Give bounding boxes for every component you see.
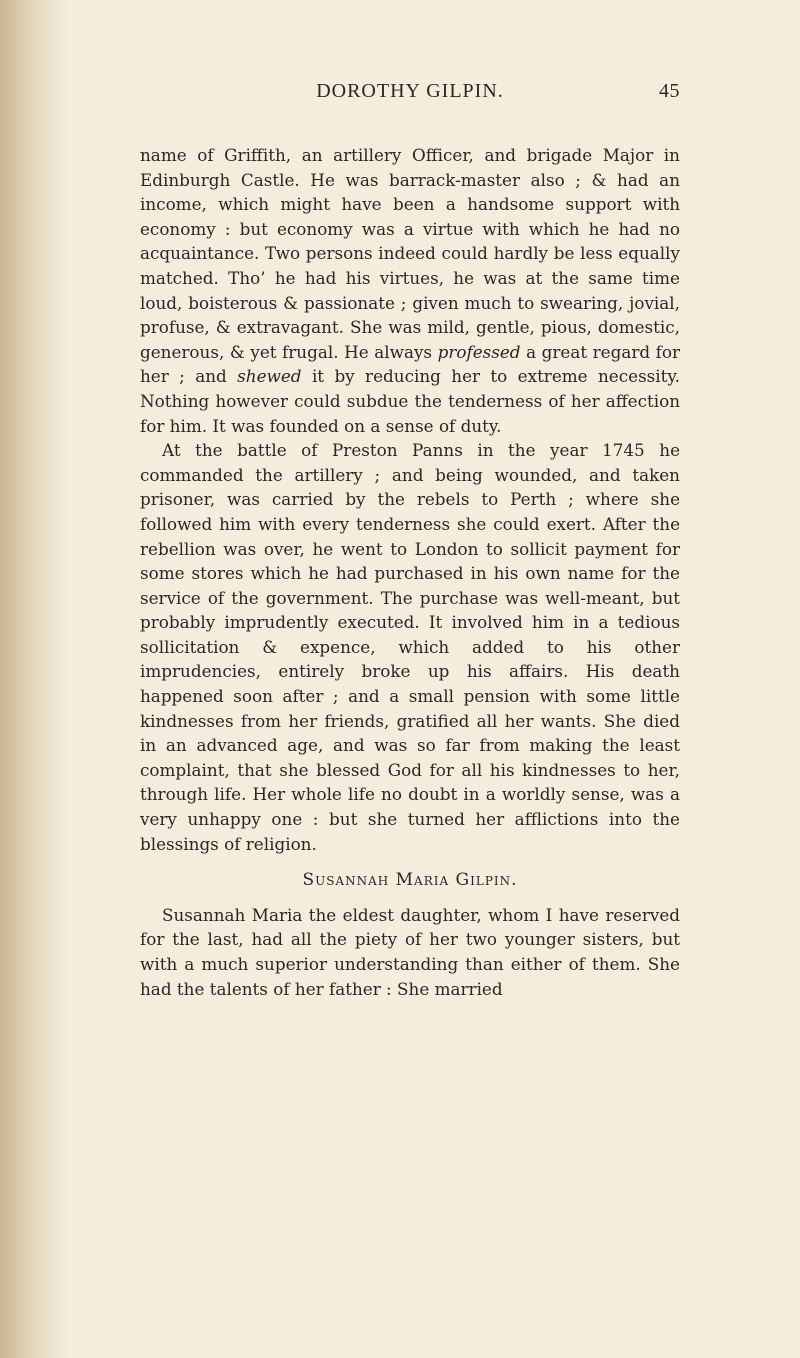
section-heading: Susannah Maria Gilpin.: [302, 870, 518, 891]
italic-word-shewed: shewed: [237, 366, 302, 387]
italic-word-professed: professed: [437, 341, 521, 362]
body-text: [140, 143, 680, 1001]
paragraph-text: it by reducing her to extreme necessity. Nothing however could subdue the tenderness of her affection for him. It was founded on a sense of duty.: [140, 366, 680, 436]
running-title: DOROTHY GILPIN.: [316, 80, 504, 102]
page-number: 45: [659, 80, 680, 102]
paragraph-susannah: Susannah Maria the eldest daughter, whom I have reserved for the last, had all the piety of her two younger sisters, but with a much superior understanding than either of them. She had the talents of her father : She married: [140, 904, 680, 999]
paragraph-text: a great regard for her ; and: [140, 341, 680, 387]
paragraph-text: name of Griffith, an artillery Officer, and brigade Major in Edinburgh Castle. He was barrack-master also ; & had an income, which might have been a handsome support with economy : but economy was a virtue with which he had no acquaintance. Two persons indeed could hardly be less equally matched. Tho’ he had his virtues, he was at the same time loud, boisterous & passionate ; given much to swearing, jovial, profuse, & extravagant. She was mild, gentle, pious, domestic, generous, & yet frugal. He always: [140, 145, 680, 362]
paragraph-griffith: [140, 143, 680, 438]
running-head: [140, 80, 680, 104]
paragraph-preston-panns: At the battle of Preston Panns in the year 1745 he commanded the artillery ; and being wounded, and taken prisoner, was carried by the rebels to Perth ; where she followed him with every tenderness she could exert. After the rebellion was over, he went to London to sollicit payment for some stores which he had purchased in his own name for the service of the government. The purchase was well-meant, but probably imprudently executed. It involved him in a tedious sollicitation & expence, which added to his other imprudencies, entirely broke up his affairs. His death happened soon after ; and a small pension with some little kindnesses from her friends, gratified all her wants. She died in an advanced age, and was so far from making the least complaint, that she blessed God for all his kindnesses to her, through life. Her whole life no doubt in a worldly sense, was a very unhappy one : but she turned her afflictions into the blessings of religion.: [140, 440, 680, 854]
